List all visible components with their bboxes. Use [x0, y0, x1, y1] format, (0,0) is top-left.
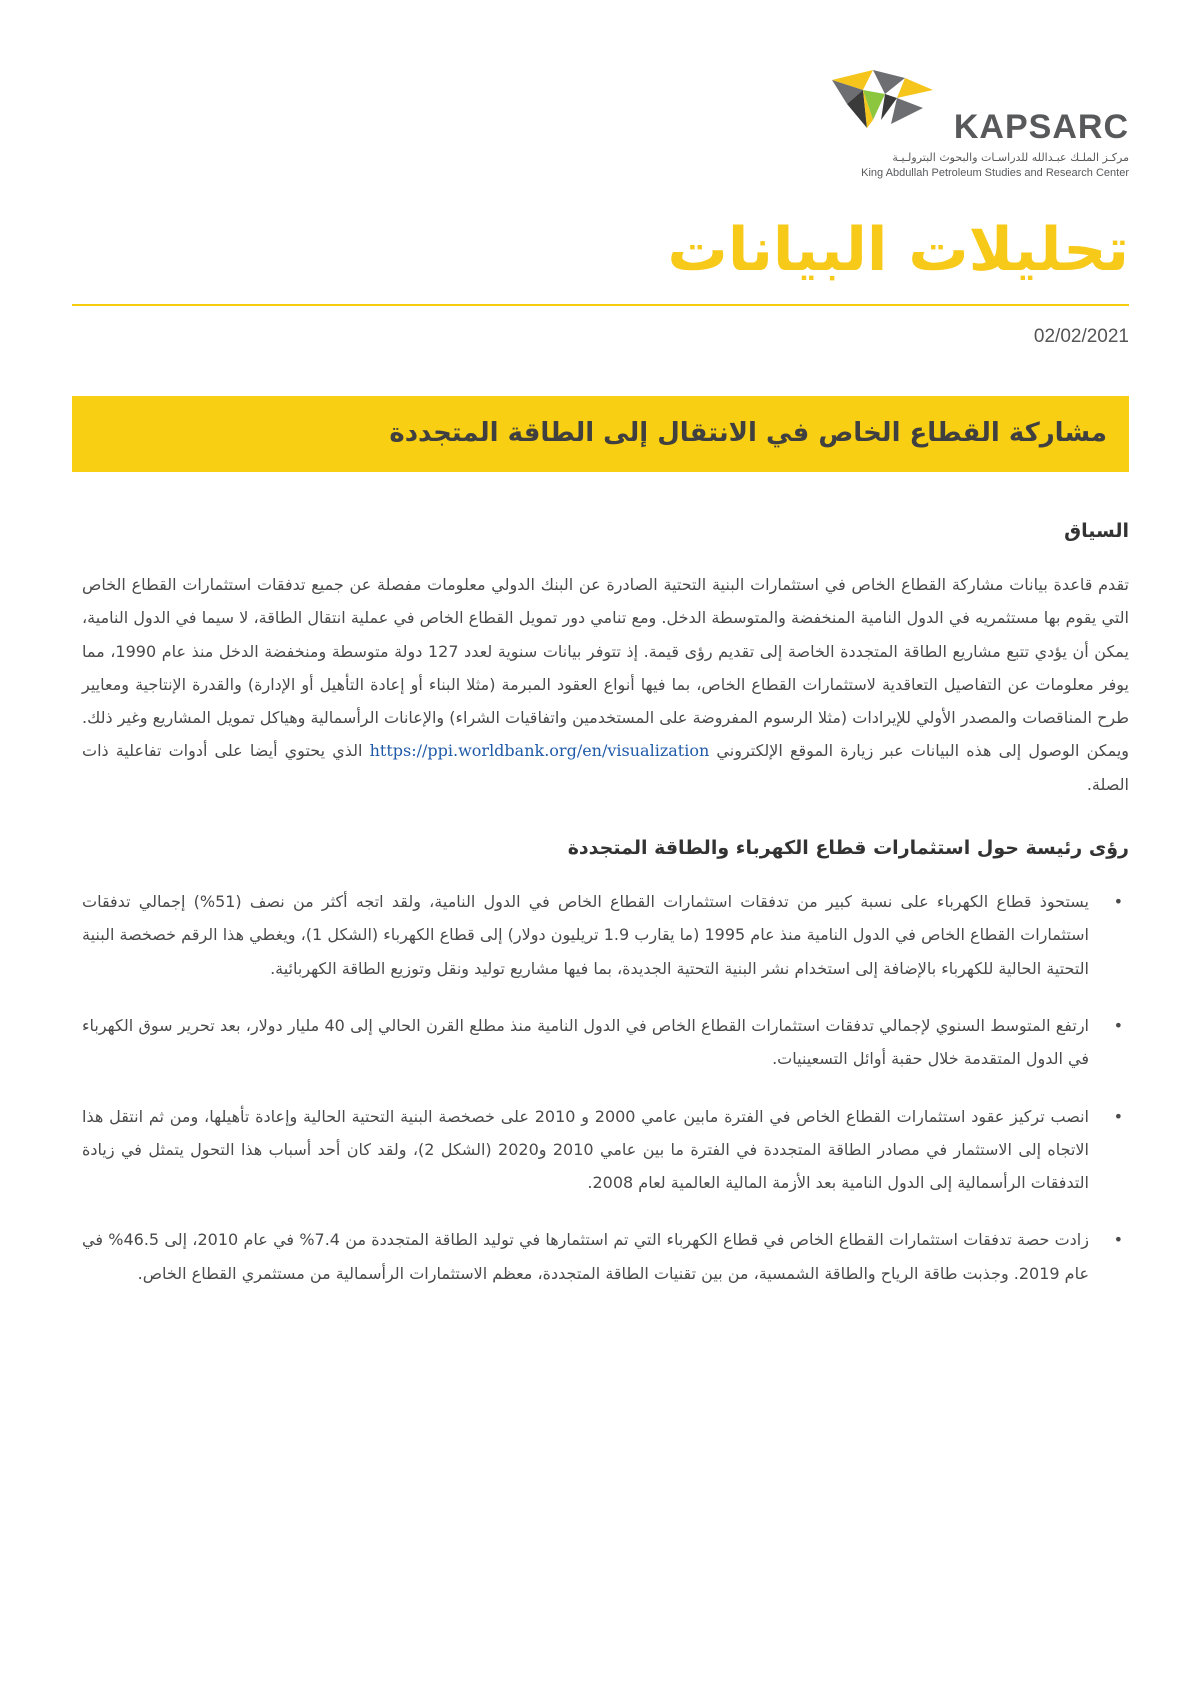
document-type-heading: تحليلات البيانات: [667, 215, 1129, 285]
list-item-text: ارتفع المتوسط السنوي لإجمالي تدفقات استثمارات القطاع الخاص في الدول النامية منذ مطلع القرن الحالي إلى 40 مليار دولار، بعد تحرير سوق الكهرباء في الدول المتقدمة خلال حقبة أوائل التسعينيات.: [82, 1015, 1090, 1069]
list-item-text: انصب تركيز عقود استثمارات القطاع الخاص في الفترة مابين عامي 2000 و 2010 على خصخصة البنية التحتية الحالية وإعادة تأهيلها، ومن ثم انتقل هذا الاتجاه إلى الاستثمار في مصادر الطاقة المتجددة في الفترة ما بين عامي 2010 و2020 (الشكل 2)، ولقد كان أحد أسباب هذا التحول يتمثل في زيادة التدفقات الرأسمالية إلى الدول النامية بعد الأزمة المالية العالمية لعام 2008.: [82, 1106, 1090, 1193]
header-divider: [72, 304, 1129, 306]
title-banner: [72, 396, 1129, 472]
bullet-icon: •: [1113, 1106, 1123, 1126]
insights-list: [82, 885, 1129, 1290]
context-text-tail: الذي يحتوي أيضا على أدوات تفاعلية ذات الصلة.: [82, 741, 1129, 794]
insights-heading: رؤى رئيسة حول استثمارات قطاع الكهرباء والطاقة المتجددة: [567, 837, 1129, 860]
kapsarc-emblem-icon: [827, 68, 937, 148]
logo-english-name: King Abdullah Petroleum Studies and Research Center: [861, 167, 1129, 179]
list-item-text: يستحوذ قطاع الكهرباء على نسبة كبير من تدفقات استثمارات القطاع الخاص في الدول النامية، ولقد اتجه أكثر من نصف (51%) إجمالي تدفقات استثمارات القطاع الخاص في الدول النامية منذ عام 1995 (ما يقارب 1.9 تريليون دولار) إلى قطاع الكهرباء (الشكل 1)، ويغطي هذا الرقم خصخصة البنية التحتية الحالية للكهرباء بالإضافة إلى استخدام نشر البنية التحتية الجديدة، بما فيها مشاريع توليد ونقل وتوزيع الطاقة الكهربائية.: [82, 892, 1090, 978]
kapsarc-logo: [809, 66, 1129, 178]
logo-wordmark: KAPSARC: [953, 108, 1129, 146]
context-paragraph: [82, 568, 1129, 801]
list-item: [82, 885, 1129, 985]
context-text: تقدم قاعدة بيانات مشاركة القطاع الخاص في استثمارات البنية التحتية الصادرة عن البنك الدولي معلومات مفصلة عن جميع تدفقات استثمارات القطاع الخاص التي يقوم بها مستثمريه في الدول النامية المنخفضة والمتوسطة الدخل. ومع تنامي دور تمويل القطاع الخاص في عملية انتقال الطاقة، لا سيما في الدول النامية، يمكن أن يؤدي تتبع مشاريع الطاقة المتجددة الخاصة إلى تقديم رؤى قيمة. إذ تتوفر بيانات سنوية لعدد 127 دولة متوسطة ومنخفضة الدخل منذ عام 1990، مما يوفر معلومات عن التفاصيل التعاقدية لاستثمارات القطاع الخاص، بما فيها أنواع العقود المبرمة (مثلا البناء أو إعادة التأهيل أو الإدارة) والقدرة الإنتاجية ومعايير طرح المناقصات والمصدر الأولي للإيرادات (مثلا الرسوم المفروضة على المستخدمين واتفاقيات الشراء) والإعانات الرأسمالية وهياكل تمويل المشاريع وغير ذلك. ويمكن الوصول إلى هذه البيانات عبر زيارة الموقع الإلكتروني: [82, 575, 1130, 761]
list-item: [82, 1223, 1129, 1290]
list-item-text: زادت حصة تدفقات استثمارات القطاع الخاص في قطاع الكهرباء التي تم استثمارها في توليد الطاقة المتجددة من 7.4% في عام 2010، إلى 46.5% في عام 2019. وجذبت طاقة الرياح والطاقة الشمسية، من بين تقنيات الطاقة المتجددة، معظم الاستثمارات الرأسمالية من مستثمري القطاع الخاص.: [82, 1230, 1089, 1283]
logo-arabic-name: مركـز الملـك عبـدالله للدراسـات والبحوث البترولـيـة: [892, 151, 1129, 164]
page-title: مشاركة القطاع الخاص في الانتقال إلى الطاقة المتجددة: [389, 418, 1107, 448]
worldbank-link[interactable]: https://ppi.worldbank.org/en/visualization: [369, 741, 710, 761]
main-content: [82, 518, 1129, 1290]
publication-date: 02/02/2021: [1033, 326, 1129, 347]
bullet-icon: •: [1113, 892, 1123, 912]
bullet-icon: •: [1113, 1230, 1123, 1250]
context-heading: السياق: [1064, 520, 1129, 542]
list-item: [82, 1100, 1129, 1200]
bullet-icon: •: [1113, 1015, 1123, 1035]
list-item: [82, 1009, 1129, 1076]
